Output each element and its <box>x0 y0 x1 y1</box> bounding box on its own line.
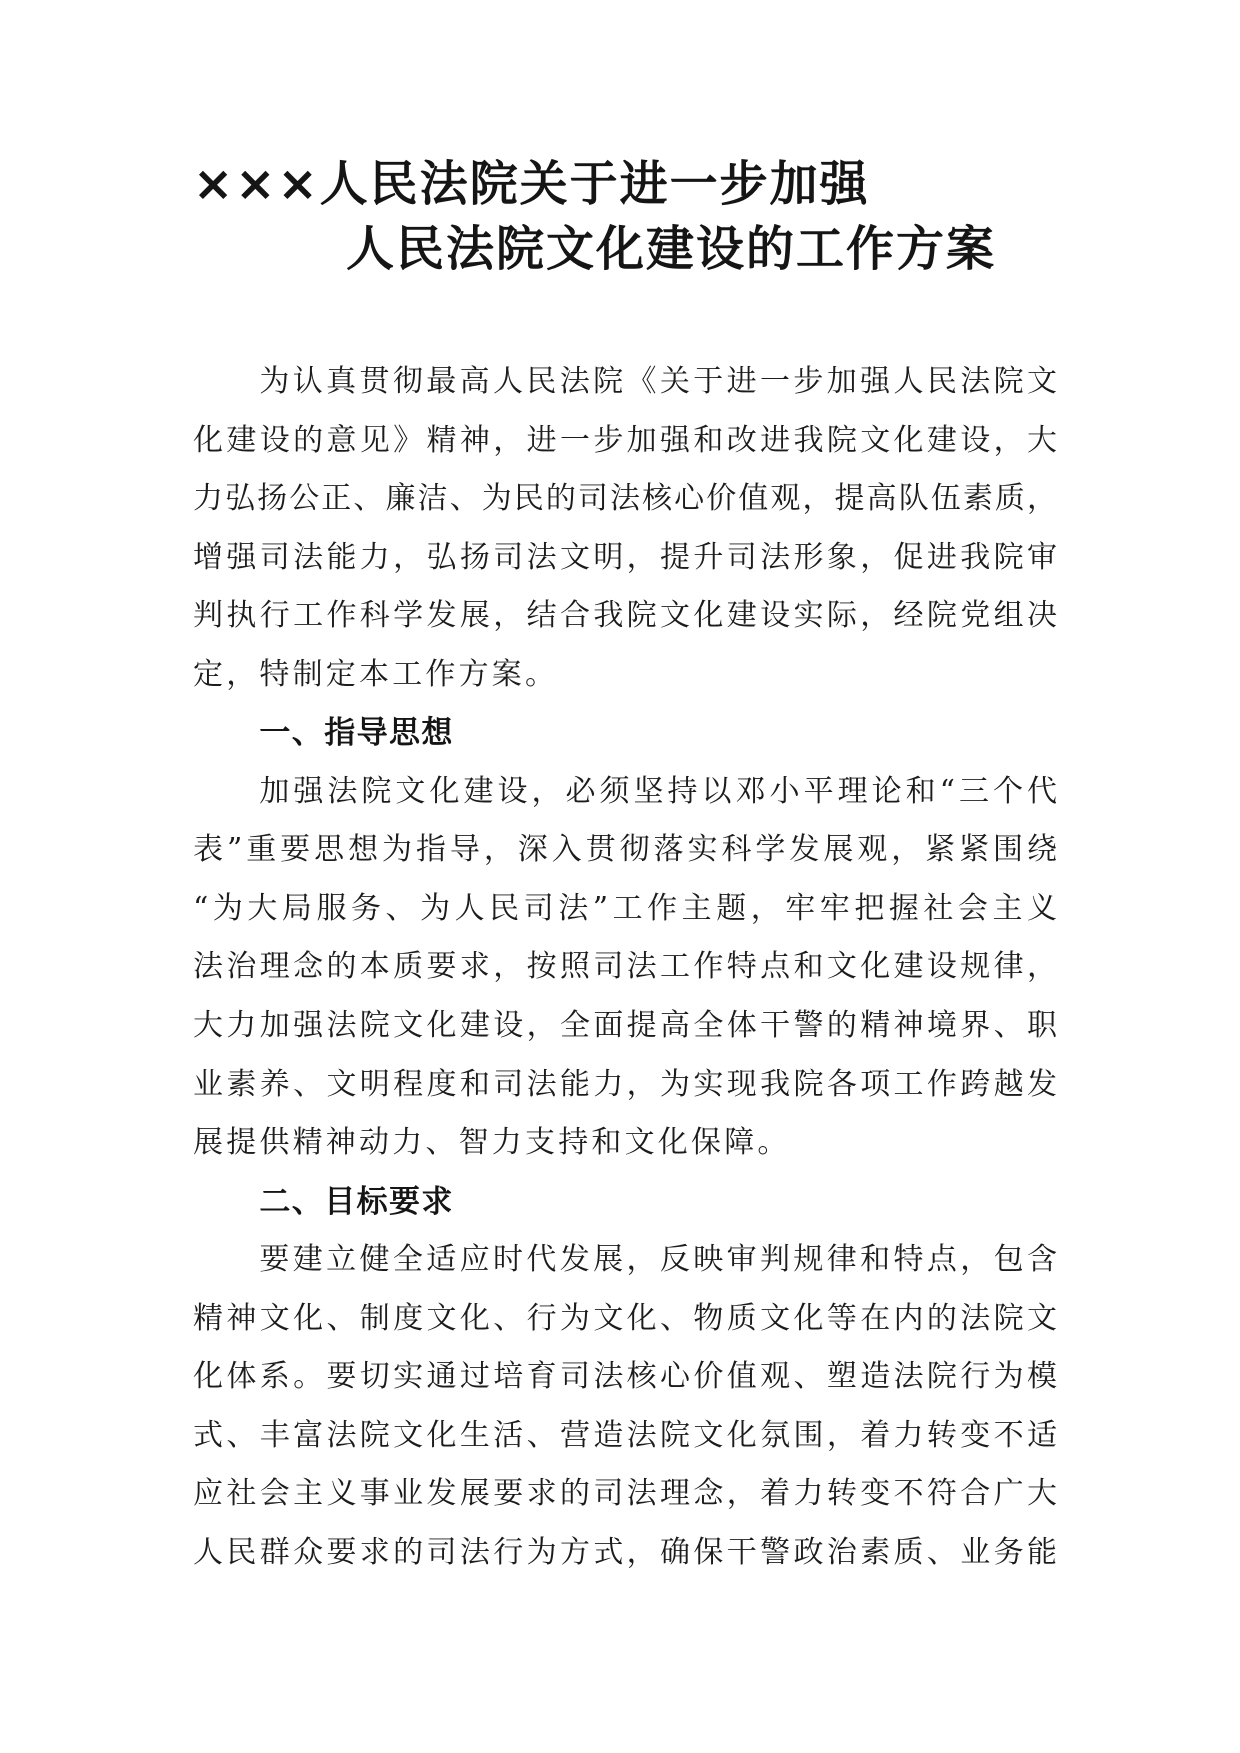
section-2-line: 式、丰富法院文化生活、营造法院文化氛围，着力转变不适 <box>193 1417 1057 1453</box>
section-1-heading: 一、指导思想 <box>259 715 454 752</box>
section-1-line: “为大局服务、为人民司法”工作主题，牢牢把握社会主义 <box>193 890 1057 926</box>
intro-paragraph <box>193 353 1057 704</box>
section-2-heading: 二、目标要求 <box>259 1183 454 1220</box>
document-body <box>193 353 1057 1582</box>
section-2-paragraph <box>193 1231 1057 1582</box>
section-2-line: 应社会主义事业发展要求的司法理念，着力转变不符合广大 <box>193 1476 1057 1512</box>
intro-line: 定，特制定本工作方案。 <box>193 656 559 692</box>
section-2-line: 精神文化、制度文化、行为文化、物质文化等在内的法院文 <box>193 1300 1057 1336</box>
section-1-paragraph <box>193 763 1057 1173</box>
section-2-line: 人民群众要求的司法行为方式，确保干警政治素质、业务能 <box>193 1534 1057 1570</box>
section-1-line: 加强法院文化建设，必须坚持以邓小平理论和“三个代 <box>259 773 1057 809</box>
section-1-line: 法治理念的本质要求，按照司法工作特点和文化建设规律， <box>193 949 1057 985</box>
section-1-line: 大力加强法院文化建设，全面提高全体干警的精神境界、职 <box>193 1008 1057 1044</box>
section-2-line: 要建立健全适应时代发展，反映审判规律和特点，包含 <box>259 1242 1057 1278</box>
document-title-line-2: 人民法院文化建设的工作方案 <box>346 221 997 277</box>
document-title-line-1: ×××人民法院关于进一步加强 <box>193 156 870 212</box>
section-2-line: 化体系。要切实通过培育司法核心价值观、塑造法院行为模 <box>193 1359 1057 1395</box>
intro-line: 增强司法能力，弘扬司法文明，提升司法形象，促进我院审 <box>193 539 1057 575</box>
section-1-line: 业素养、文明程度和司法能力，为实现我院各项工作跨越发 <box>193 1066 1057 1102</box>
intro-line: 判执行工作科学发展，结合我院文化建设实际，经院党组决 <box>193 598 1057 634</box>
section-1-line: 展提供精神动力、智力支持和文化保障。 <box>193 1125 791 1161</box>
intro-line: 力弘扬公正、廉洁、为民的司法核心价值观，提高队伍素质， <box>193 481 1057 517</box>
intro-line: 化建设的意见》精神，进一步加强和改进我院文化建设，大 <box>193 422 1057 458</box>
section-1-line: 表”重要思想为指导，深入贯彻落实科学发展观，紧紧围绕 <box>193 832 1057 868</box>
intro-line: 为认真贯彻最高人民法院《关于进一步加强人民法院文 <box>259 364 1057 399</box>
